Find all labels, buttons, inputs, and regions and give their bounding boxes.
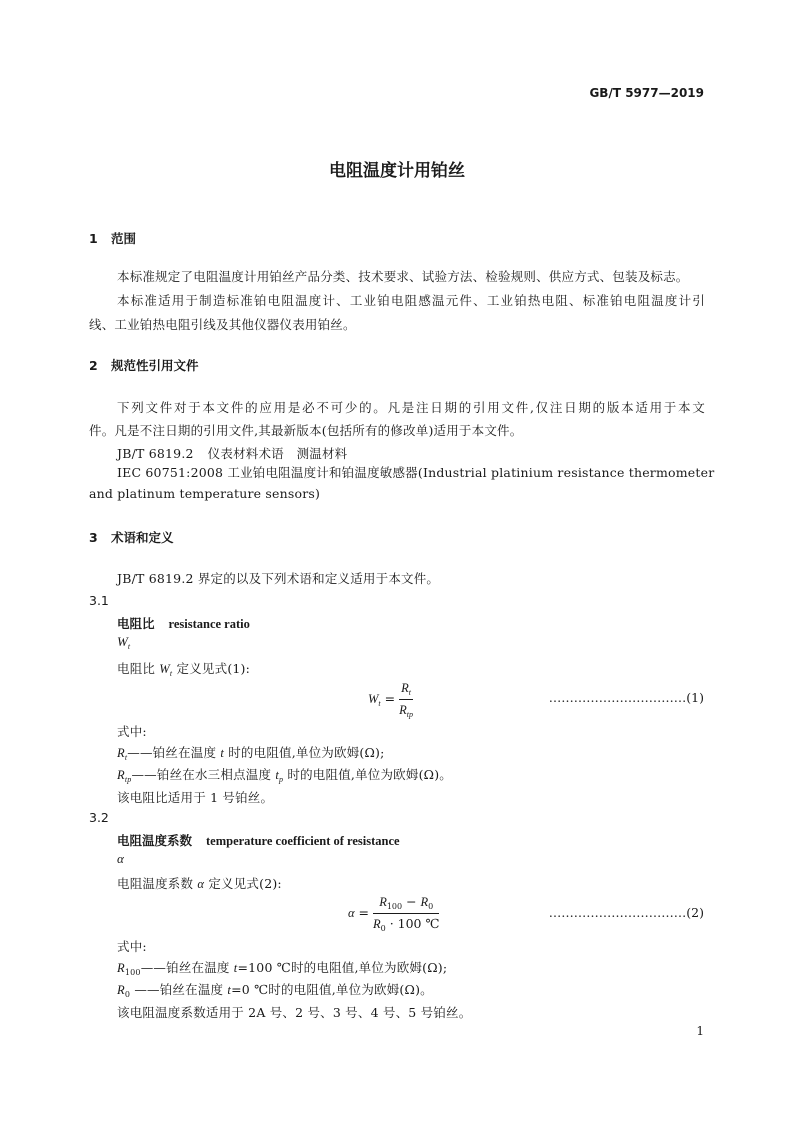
- symbol-var: W: [117, 634, 128, 649]
- section-1-heading: [89, 229, 136, 247]
- document-title: 电阻温度计用铂丝: [329, 161, 465, 181]
- term-english: resistance ratio: [168, 617, 250, 631]
- section-title: 术语和定义: [111, 530, 174, 545]
- var: t: [227, 983, 232, 997]
- eq-lhs: W: [368, 692, 379, 706]
- var: R: [117, 768, 125, 782]
- section-2-heading: [89, 356, 199, 374]
- sub: t: [124, 753, 128, 762]
- numerator: [399, 680, 413, 700]
- def-text: 电阻温度系数: [117, 876, 198, 891]
- section-number: 3: [89, 530, 98, 545]
- reference-1: [117, 444, 347, 462]
- def-text: 定义见式(2):: [204, 876, 282, 891]
- term-3-2-heading: [117, 831, 400, 849]
- sub: 100: [124, 968, 141, 977]
- term-3-2-note: 该电阻温度系数适用于 2A 号、2 号、3 号、4 号、5 号铂丝。: [117, 1005, 472, 1020]
- def-var: α: [197, 877, 205, 891]
- section-title: 范围: [111, 231, 137, 246]
- term-3-1-number: 3.1: [89, 593, 109, 608]
- sub: tp: [124, 775, 132, 784]
- term-3-1-symbol: [117, 634, 130, 651]
- page-number: 1: [696, 1024, 704, 1038]
- reference-title: 仪表材料术语 测温材料: [207, 446, 348, 461]
- eq-lhs-sub: t: [378, 699, 381, 708]
- term-english: temperature coefficient of resistance: [206, 834, 400, 848]
- eq-lhs: α: [348, 906, 355, 920]
- where-item-1: [117, 958, 447, 977]
- equation-1: [368, 680, 413, 719]
- var: R: [372, 917, 381, 931]
- reference-2-line-1: [117, 463, 715, 481]
- var: R: [117, 983, 125, 997]
- var: R: [117, 961, 125, 975]
- denominator: [399, 700, 413, 719]
- def-text: 电阻比: [117, 661, 160, 676]
- op: −: [402, 894, 421, 909]
- term-3-2-number: 3.2: [89, 810, 109, 825]
- section-number: 1: [89, 231, 98, 246]
- equation-2-leader: [536, 905, 704, 920]
- leader-dots: ……………………………: [548, 905, 687, 920]
- scope-paragraph-2-line-2: 线、工业铂热电阻引线及其他仪器仪表用铂丝。: [89, 317, 356, 332]
- var: R: [379, 895, 387, 909]
- scope-paragraph-2-line-1: 本标准适用于制造标准铂电阻温度计、工业铂电阻感温元件、工业铂热电阻、标准铂电阻温度计引: [117, 293, 705, 308]
- equation-2: [348, 894, 439, 933]
- eq-sign: =: [354, 905, 373, 920]
- term-3-2-symbol: α: [117, 851, 124, 866]
- numerator: [373, 894, 439, 914]
- where-item-2: [117, 765, 452, 784]
- term-3-1-heading: [117, 614, 250, 632]
- fraction: [373, 894, 439, 933]
- sub: tp: [406, 710, 413, 719]
- sub: t: [408, 688, 411, 697]
- sub: 0: [428, 902, 434, 911]
- where-label: 式中:: [117, 724, 147, 739]
- var: R: [420, 895, 429, 909]
- var: t: [275, 768, 280, 782]
- where-item-2: [117, 980, 433, 999]
- var: t: [233, 961, 238, 975]
- section-title: 规范性引用文件: [111, 358, 199, 373]
- text: ——铂丝在温度: [140, 960, 234, 975]
- var: R: [399, 703, 407, 717]
- normative-paragraph-line-1: 下列文件对于本文件的应用是必不可少的。凡是注日期的引用文件,仅注日期的版本适用于本文: [117, 400, 705, 415]
- symbol-sub: t: [127, 642, 131, 651]
- var: t: [220, 746, 225, 760]
- text: =100 ℃时的电阻值,单位为欧姆(Ω);: [237, 960, 448, 975]
- text: =0 ℃时的电阻值,单位为欧姆(Ω)。: [231, 982, 433, 997]
- sub: 0: [124, 990, 131, 999]
- var: R: [401, 681, 409, 695]
- text: · 100 ℃: [385, 916, 440, 931]
- reference-2-line-2: and platinum temperature sensors): [89, 486, 321, 501]
- term-chinese: 电阻比: [117, 616, 155, 631]
- def-text: 定义见式(1):: [172, 661, 251, 676]
- section-3-heading: [89, 528, 174, 546]
- where-item-1: [117, 743, 385, 762]
- text: 时的电阻值,单位为欧姆(Ω)。: [283, 767, 452, 782]
- where-label: 式中:: [117, 939, 147, 954]
- text: ——铂丝在温度: [130, 982, 228, 997]
- denominator: [373, 914, 439, 933]
- equation-number: (2): [686, 905, 704, 920]
- normative-paragraph-line-2: 件。凡是不注日期的引用文件,其最新版本(包括所有的修改单)适用于本文件。: [89, 423, 523, 438]
- eq-sign: =: [380, 691, 400, 706]
- terms-intro: JB/T 6819.2 界定的以及下列术语和定义适用于本文件。: [117, 571, 440, 586]
- scope-paragraph-1: 本标准规定了电阻温度计用铂丝产品分类、技术要求、试验方法、检验规则、供应方式、包装及标志。: [117, 269, 689, 284]
- sub: p: [279, 775, 284, 784]
- def-var: W: [159, 662, 170, 676]
- var: R: [117, 746, 125, 760]
- term-3-2-definition: [117, 874, 282, 892]
- reference-title: 工业铂电阻温度计和铂温度敏感器(Industrial platinium resistance thermometer: [227, 465, 715, 480]
- term-3-1-definition: [117, 659, 250, 678]
- fraction: [399, 680, 413, 719]
- sub: 100: [386, 902, 403, 911]
- equation-1-leader: [536, 690, 704, 705]
- text: ——铂丝在水三相点温度: [131, 767, 276, 782]
- def-var-sub: t: [169, 669, 173, 678]
- reference-code: IEC 60751:2008: [117, 465, 224, 480]
- standard-number: GB/T 5977—2019: [589, 86, 704, 100]
- sub: 0: [380, 924, 386, 933]
- reference-code: JB/T 6819.2: [117, 446, 194, 461]
- equation-number: (1): [686, 690, 704, 705]
- leader-dots: ……………………………: [548, 690, 687, 705]
- text: 时的电阻值,单位为欧姆(Ω);: [224, 745, 385, 760]
- text: ——铂丝在温度: [127, 745, 221, 760]
- section-number: 2: [89, 358, 98, 373]
- term-3-1-note: 该电阻比适用于 1 号铂丝。: [117, 790, 274, 805]
- term-chinese: 电阻温度系数: [117, 833, 193, 848]
